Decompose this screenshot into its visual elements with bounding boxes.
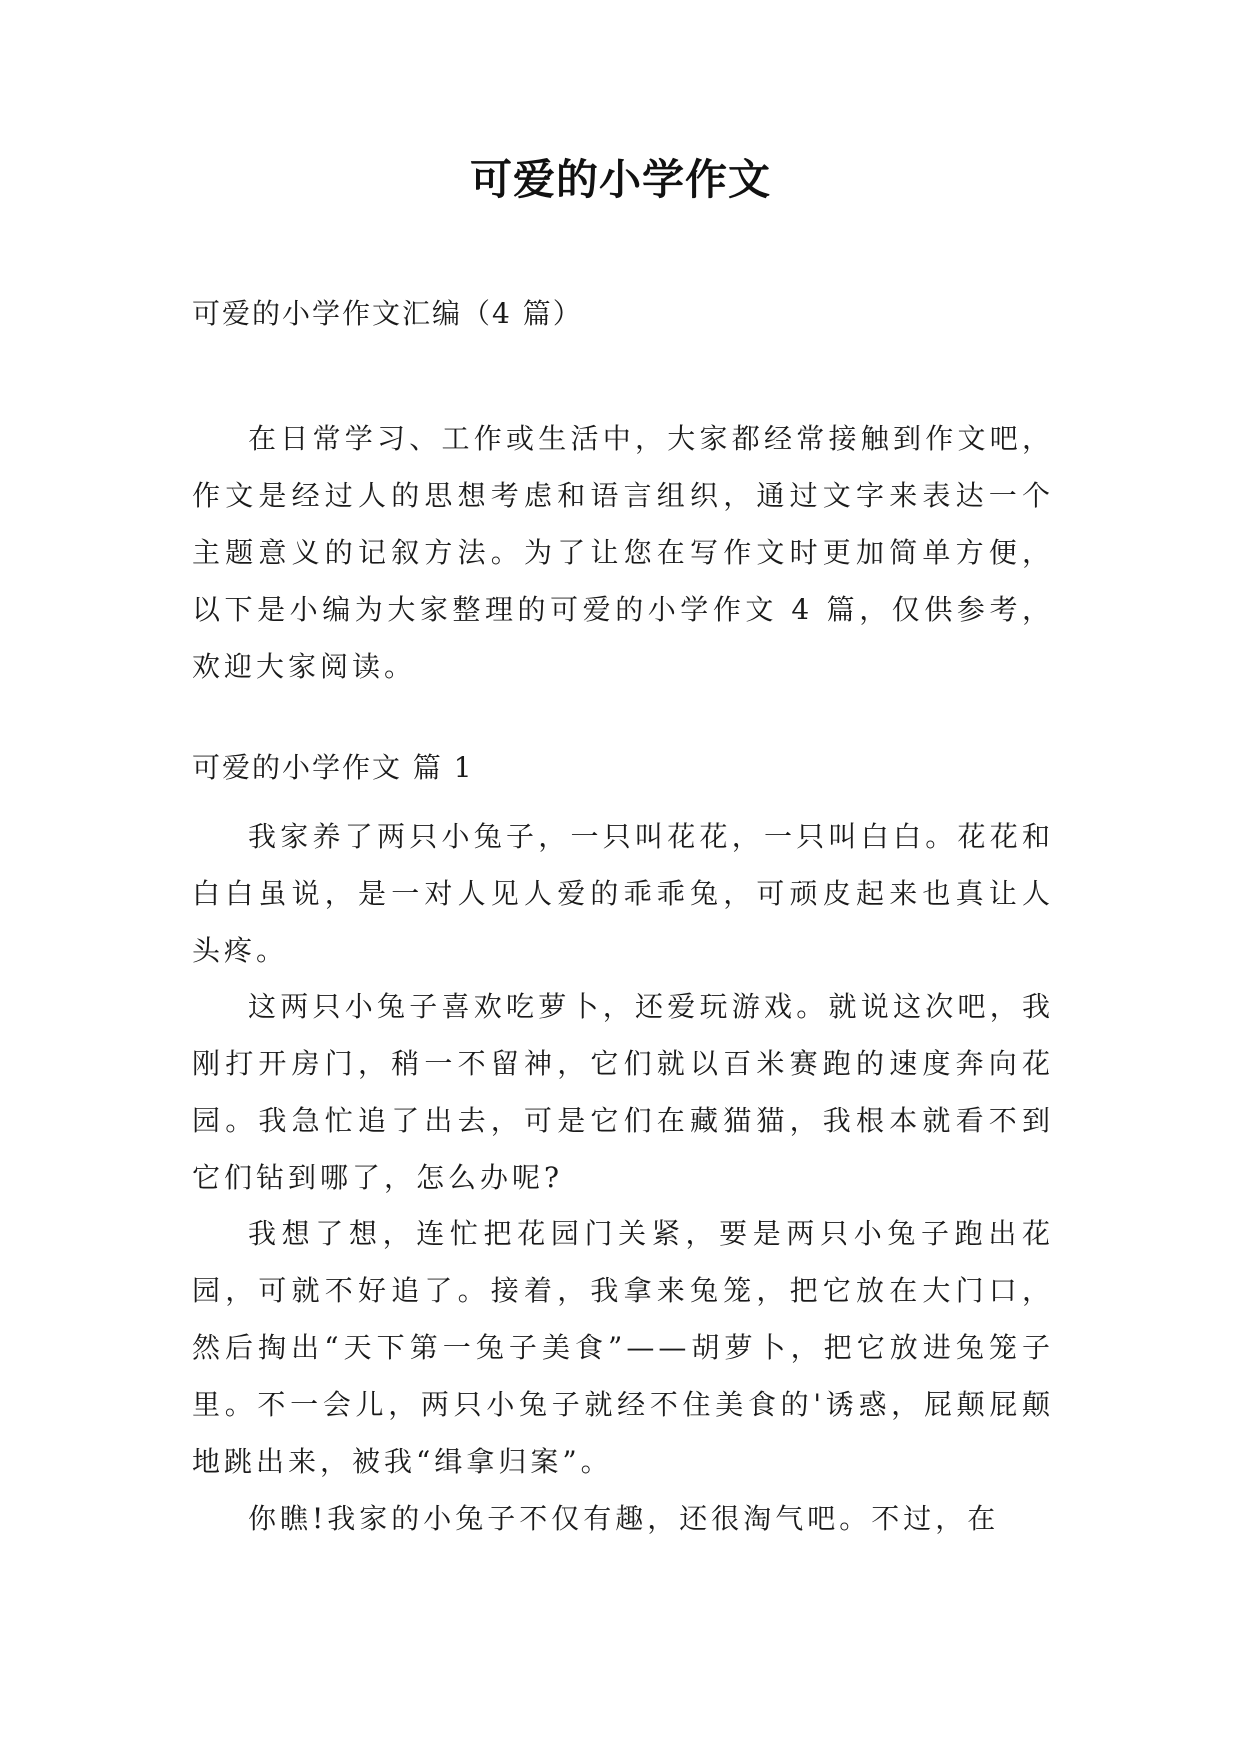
body-paragraph: 我想了想，连忙把花园门关紧，要是两只小兔子跑出花园，可就不好追了。接着，我拿来兔笼，把它放在大门口，然后掏出“天下第一兔子美食”——胡萝卜，把它放进兔笼子里。不一会儿，两只小兔子就经不住美食的'诱惑，屁颠屁颠地跳出来，被我“缉拿归案”。: [192, 1217, 1054, 1478]
document-title: 可爱的小学作文: [469, 155, 771, 204]
body-paragraph: 这两只小兔子喜欢吃萝卜，还爱玩游戏。就说这次吧，我刚打开房门，稍一不留神，它们就以百米赛跑的速度奔向花园。我急忙追了出去，可是它们在藏猫猫，我根本就看不到它们钻到哪了，怎么办呢?: [192, 990, 1054, 1194]
body-paragraph: 我家养了两只小兔子，一只叫花花，一只叫白白。花花和白白虽说，是一对人见人爱的乖乖兔，可顽皮起来也真让人头疼。: [192, 820, 1054, 967]
intro-paragraph: 在日常学习、工作或生活中，大家都经常接触到作文吧，作文是经过人的思想考虑和语言组织，通过文字来表达一个主题意义的记叙方法。为了让您在写作文时更加简单方便，以下是小编为大家整理的可爱的小学作文 4 篇，仅供参考，欢迎大家阅读。: [192, 422, 1054, 683]
document-subtitle: 可爱的小学作文汇编（4 篇）: [192, 297, 583, 330]
body-paragraph: 你瞧!我家的小兔子不仅有趣，还很淘气吧。不过，在: [248, 1502, 1000, 1535]
section-heading: 可爱的小学作文 篇 1: [192, 751, 474, 784]
